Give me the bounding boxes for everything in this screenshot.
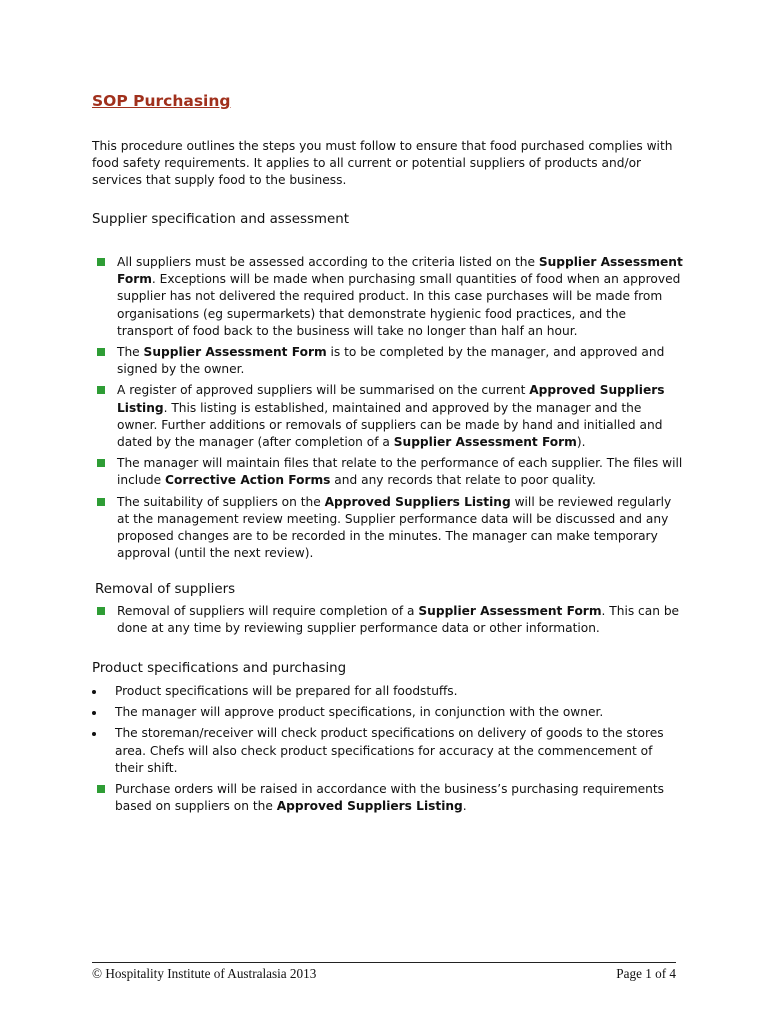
text-run: The manager will maintain files that relate to the performance of each supplier. The files will include bbox=[117, 456, 683, 488]
list-item bbox=[92, 494, 684, 563]
square-bullet-icon bbox=[97, 607, 105, 615]
section-heading-supplier: Supplier specification and assessment bbox=[92, 212, 349, 227]
list-item-text bbox=[117, 345, 664, 376]
text-run: Product specifications will be prepared for all foodstuffs. bbox=[115, 684, 458, 698]
list-item bbox=[92, 781, 684, 815]
text-run: The storeman/receiver will check product specifications on delivery of goods to the stores area. Chefs will also check product specifications for accuracy at the commencement of their shift. bbox=[115, 726, 664, 775]
square-bullet-icon bbox=[97, 498, 105, 506]
list-item bbox=[92, 683, 684, 700]
bold-form-reference: Supplier Assessment Form bbox=[393, 435, 577, 450]
list-item-text bbox=[117, 255, 683, 338]
bold-form-reference: Supplier Assessment Form bbox=[418, 604, 602, 618]
footer-page-number: Page 1 of 4 bbox=[616, 966, 676, 981]
bold-form-reference: Corrective Action Forms bbox=[165, 473, 331, 488]
text-run: . This can be done at any time by reviewing supplier performance data or other information. bbox=[117, 604, 680, 636]
list-item-text bbox=[115, 726, 664, 774]
list-item-text bbox=[117, 604, 679, 635]
supplier-requirements-list bbox=[92, 254, 684, 566]
list-item-text bbox=[115, 782, 664, 813]
list-item-text bbox=[117, 383, 664, 449]
square-bullet-icon bbox=[97, 459, 105, 467]
list-item bbox=[92, 455, 684, 489]
text-run: The bbox=[117, 345, 144, 360]
list-item-text bbox=[117, 456, 682, 487]
text-run: The manager will approve product specifications, in conjunction with the owner. bbox=[115, 705, 604, 720]
text-run: will be reviewed regularly at the management review meeting. Supplier performance data will be discussed and any proposed changes are to be recorded in the minutes. The manager can make temporary approval (until the next review). bbox=[117, 494, 672, 561]
footer-copyright: © Hospitality Institute of Australasia 2013 bbox=[92, 966, 317, 981]
section-heading-removal: Removal of suppliers bbox=[95, 582, 236, 597]
round-bullet-icon bbox=[92, 690, 96, 694]
bold-form-reference: Approved Suppliers Listing bbox=[117, 383, 665, 415]
list-item-text bbox=[115, 684, 458, 698]
page-title: SOP Purchasing bbox=[92, 92, 231, 110]
round-bullet-icon bbox=[92, 711, 96, 715]
footer-divider bbox=[92, 962, 676, 963]
bold-form-reference: Supplier Assessment Form bbox=[143, 345, 327, 360]
list-item bbox=[92, 704, 684, 721]
text-run: All suppliers must be assessed according to the criteria listed on the bbox=[117, 255, 539, 269]
text-run: Purchase orders will be raised in accordance with the business’s purchasing requirements based on suppliers on the bbox=[115, 782, 665, 814]
text-run: ). bbox=[576, 435, 586, 450]
text-run: A register of approved suppliers will be summarised on the current bbox=[117, 383, 530, 398]
list-item bbox=[92, 382, 684, 451]
square-bullet-icon bbox=[97, 258, 105, 266]
intro-paragraph: This procedure outlines the steps you must follow to ensure that food purchased complies with food safety requirements. It applies to all current or potential suppliers of products and/or services that supply food to the business. bbox=[92, 139, 673, 188]
square-bullet-icon bbox=[97, 785, 105, 793]
list-item bbox=[92, 603, 684, 637]
square-bullet-icon bbox=[97, 386, 105, 394]
list-item bbox=[92, 344, 684, 378]
text-run: . bbox=[462, 799, 467, 814]
product-requirements-list bbox=[92, 683, 684, 819]
text-run: . This listing is established, maintained and approved by the manager and the owner. Further additions or removals of suppliers can be made by hand and initialled and dated by the manager (after completion of a bbox=[117, 400, 663, 450]
text-run: is to be completed by the manager, and approved and signed by the owner. bbox=[117, 345, 665, 377]
text-run: and any records that relate to poor quality. bbox=[330, 473, 596, 488]
list-item bbox=[92, 254, 684, 340]
list-item-text bbox=[115, 705, 603, 719]
removal-requirements-list bbox=[92, 603, 684, 641]
text-run: Removal of suppliers will require completion of a bbox=[117, 604, 419, 618]
text-run: . Exceptions will be made when purchasing small quantities of food when an approved supplier has not delivered the required product. In this case purchases will be made from organisations (eg supermarkets) that demonstrate hygienic food practices, and the transport of food back to the business will take no longer than half an hour. bbox=[117, 272, 681, 338]
round-bullet-icon bbox=[92, 732, 96, 736]
square-bullet-icon bbox=[97, 348, 105, 356]
bold-form-reference: Approved Suppliers Listing bbox=[276, 799, 463, 814]
list-item-text bbox=[117, 495, 671, 561]
list-item bbox=[92, 725, 684, 777]
bold-form-reference: Supplier Assessment Form bbox=[117, 255, 683, 287]
bold-form-reference: Approved Suppliers Listing bbox=[324, 494, 511, 509]
section-heading-product: Product specifications and purchasing bbox=[92, 661, 347, 676]
text-run: The suitability of suppliers on the bbox=[117, 494, 325, 509]
